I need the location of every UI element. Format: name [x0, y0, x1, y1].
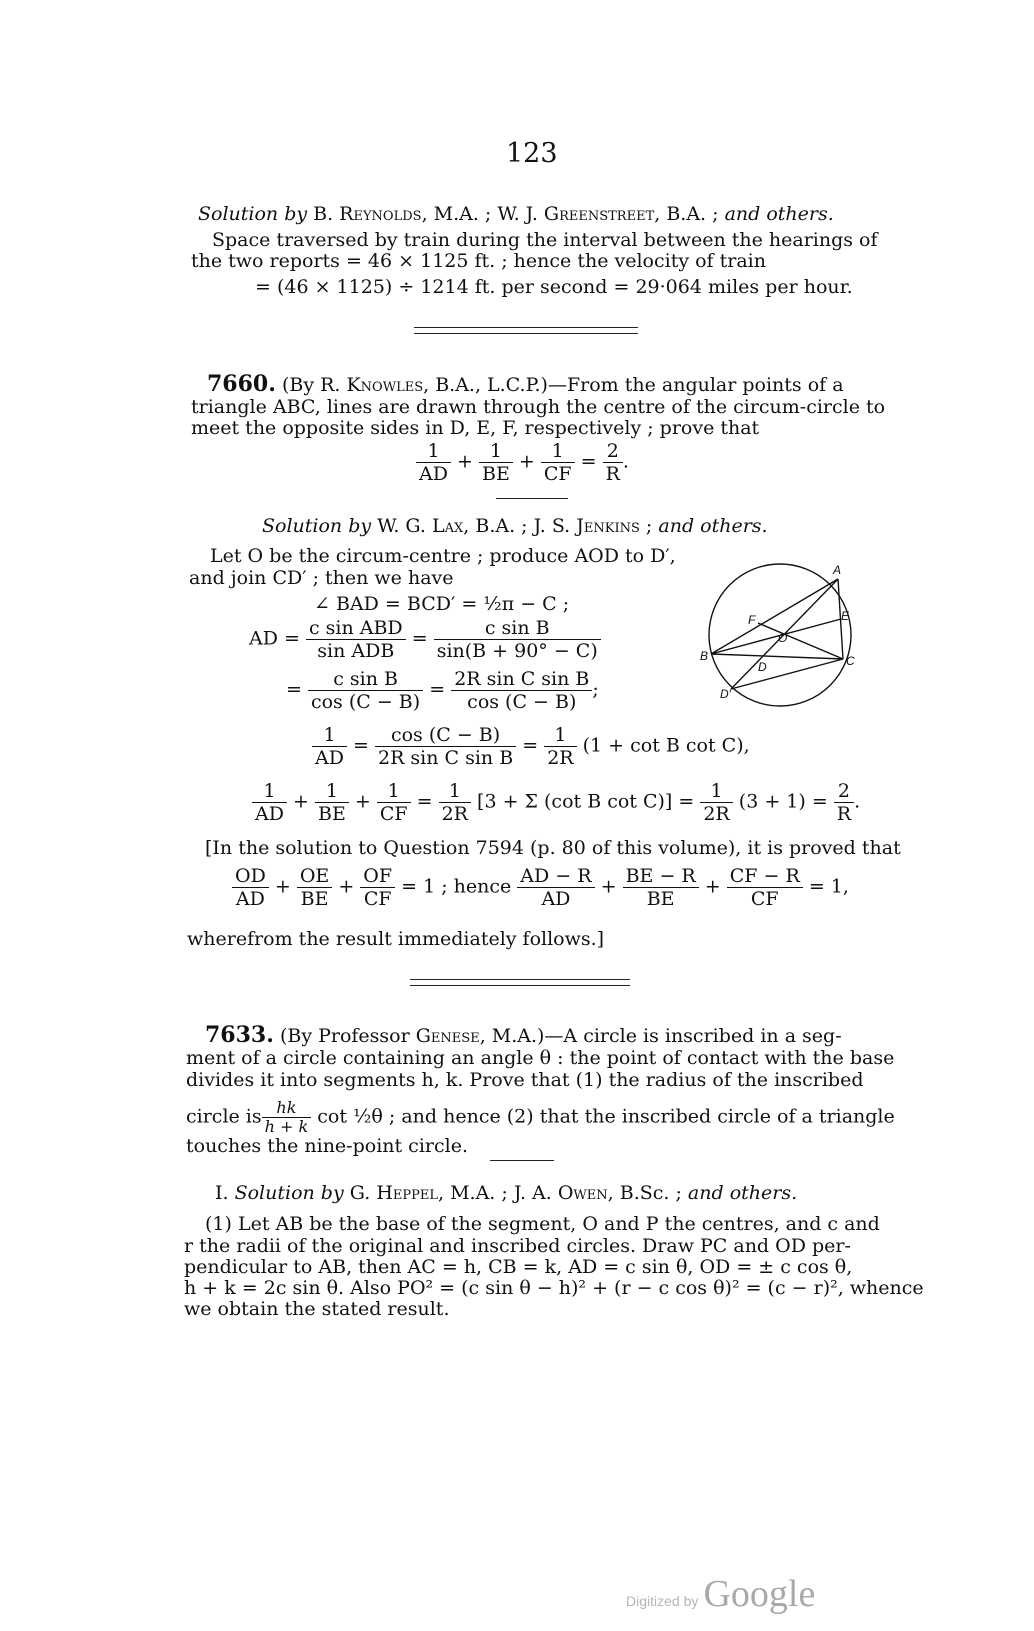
fraction: $\frac{OE}{BE}$ [297, 865, 332, 910]
question-by: (By Professor [279, 1025, 410, 1047]
fraction: $\frac{1}{AD}$ [252, 780, 287, 825]
fraction: $\frac{\text{c sin B}}{\cos (C - B)}$ [308, 668, 423, 713]
author-degree: , B.A. ; [463, 515, 528, 537]
solution-by: Solution by [262, 515, 372, 537]
and-others: and others. [687, 1182, 798, 1204]
text-line: = (46 × 1125) ÷ 1214 ft. per second = 29·064 miles per hour. [255, 276, 853, 298]
short-divider [490, 1160, 554, 1161]
text-line: ment of a circle containing an angle θ : the point of contact with the base [186, 1047, 895, 1069]
side-ab [711, 579, 838, 654]
fraction: $\frac{1}{AD}$ [312, 724, 347, 769]
digitized-label: Digitized by [626, 1593, 699, 1609]
author-degree: , M.A. ; [438, 1182, 508, 1204]
text-line: meet the opposite sides in D, E, F, respectively ; prove that [191, 417, 760, 439]
text-line: r the radii of the original and inscribed circles. Draw PC and OD per- [184, 1235, 851, 1257]
point-label: O [778, 631, 788, 645]
fraction: $\frac{1}{BE}$ [479, 440, 513, 485]
point-label: E [841, 609, 850, 623]
point-label: F [748, 613, 756, 627]
question-text: , M.A.)—A circle is inscribed in a seg- [479, 1025, 842, 1047]
page-number: 123 [506, 138, 558, 169]
fraction: $\frac{2}{R}$ [603, 440, 623, 485]
reciprocal-equation: $\frac{1}{AD}$ = $\frac{\cos (C - B)}{\text{2R sin C sin B}}$ = $\frac{1}{2R}$ (1 + cot B cot C), [312, 724, 750, 769]
angle-equation: ∠ BAD = BCD′ = ½π − C ; [314, 593, 570, 615]
fraction: $\frac{1}{BE}$ [315, 780, 349, 825]
side-bc [711, 654, 843, 659]
digitized-watermark [626, 1572, 815, 1616]
fraction: $\frac{1}{2R}$ [544, 724, 576, 769]
author-name: J. S. Jenkins [533, 515, 640, 537]
fraction: $\frac{1}{CF}$ [541, 440, 575, 485]
text-line: (1) Let AB be the base of the segment, O and P the centres, and c and [205, 1213, 880, 1235]
text-line: h + k = 2c sin θ. Also PO² = (c sin θ − h)² + (r − c cos θ)² = (c − r)², whence [184, 1277, 924, 1299]
fraction: $\frac{2}{R}$ [834, 780, 854, 825]
fraction: $\frac{AD - R}{AD}$ [517, 865, 594, 910]
text-line: triangle ABC, lines are drawn through the centre of the circum-circle to [191, 396, 886, 418]
solution-heading [215, 1182, 797, 1204]
author-degree: , B.Sc. ; [607, 1182, 682, 1204]
fraction: $\frac{1}{2R}$ [439, 780, 471, 825]
ratio-equation: $\frac{OD}{AD}$ + $\frac{OE}{BE}$ + $\frac{OF}{CF}$ = 1 ; hence $\frac{AD - R}{AD}$ + $\frac{BE - R}{BE}$ + $\frac{CF - R}{CF}$ = 1, [232, 865, 849, 910]
author-degree: , B.A. ; [654, 203, 719, 225]
point-label: D′ [720, 687, 731, 701]
text-line: we obtain the stated result. [184, 1298, 450, 1320]
text-fragment: circle is [186, 1105, 262, 1128]
text-line: the two reports = 46 × 1125 ft. ; hence the velocity of train [191, 250, 766, 272]
solution-heading [262, 515, 768, 537]
solution-numeral: I. [215, 1182, 229, 1204]
question-text: , B.A., L.C.P.)—From the angular points of a [423, 374, 844, 396]
author-name: Genese [415, 1025, 480, 1047]
question-by: (By R. [281, 374, 341, 396]
short-divider [496, 498, 568, 499]
text-line: wherefrom the result immediately follows.] [187, 928, 605, 950]
fraction: $\frac{1}{AD}$ [416, 440, 451, 485]
question-header [207, 373, 844, 396]
question-number: 7633. [205, 1022, 274, 1048]
question-number: 7660. [207, 371, 276, 397]
author-name: W. J. Greenstreet [497, 203, 655, 225]
and-others: and others. [724, 203, 834, 225]
point-label: C [846, 654, 855, 668]
fraction: $\frac{\text{c sin B}}{\sin(B + 90^\circ - C)}$ [434, 617, 601, 662]
sum-equation: $\frac{1}{AD}$ + $\frac{1}{BE}$ + $\frac{1}{CF}$ = $\frac{1}{2R}$ [3 + Σ (cot B cot C)] = $\frac{1}{2R}$ (3 + 1) = $\frac{2}{R}$ . [252, 780, 860, 825]
text-line: Let O be the circum-centre ; produce AOD to D′, [210, 545, 676, 567]
line-cd-prime [731, 659, 843, 689]
author-name: Knowles [346, 374, 424, 396]
point-label: A [833, 563, 842, 577]
text-line: touches the nine-point circle. [186, 1135, 468, 1157]
line-cof [758, 623, 843, 659]
fraction: $\frac{OD}{AD}$ [232, 865, 269, 910]
google-logo: Google [703, 1573, 816, 1615]
fraction: $\frac{1}{2R}$ [700, 780, 732, 825]
fraction: $\frac{CF - R}{CF}$ [727, 865, 803, 910]
author-degree: ; [639, 515, 653, 537]
fraction: $\frac{\text{c sin ABD}}{\text{sin ADB}}$ [306, 617, 406, 662]
question-header [205, 1024, 842, 1047]
line-boe [711, 619, 841, 654]
and-others: and others. [658, 515, 768, 537]
solution-by: Solution by [198, 203, 308, 225]
fraction: $\frac{BE - R}{BE}$ [623, 865, 699, 910]
text-line: pendicular to AB, then AC = h, CB = k, AD = c sin θ, OD = ± c cos θ, [184, 1256, 853, 1278]
circumcircle-diagram [690, 552, 880, 712]
text-line: Space traversed by train during the interval between the hearings of [212, 229, 878, 251]
solution-by: Solution by [234, 1182, 344, 1204]
text-line: divides it into segments h, k. Prove that (1) the radius of the inscribed [186, 1069, 864, 1091]
section-divider [410, 985, 630, 986]
fraction: $\frac{\cos (C - B)}{\text{2R sin C sin B}}$ [375, 724, 516, 769]
text-line: [In the solution to Question 7594 (p. 80 of this volume), it is proved that [205, 837, 901, 859]
fraction: $\frac{1}{CF}$ [377, 780, 411, 825]
author-name: G. Heppel [349, 1182, 438, 1204]
section-divider [410, 979, 630, 980]
point-label: B [700, 649, 709, 663]
author-degree: , M.A. ; [421, 203, 492, 225]
ad-equation: AD = $\frac{\text{c sin ABD}}{\text{sin ADB}}$ = $\frac{\text{c sin B}}{\sin(B + 90^\circ - C)}$ [249, 617, 601, 662]
section-divider [414, 333, 638, 334]
author-name: W. G. Lax [377, 515, 464, 537]
author-name: J. A. Owen [513, 1182, 608, 1204]
text-line: and join CD′ ; then we have [189, 567, 454, 589]
fraction: $\frac{hk}{h + k}$ [262, 1099, 312, 1136]
point-label: D [758, 660, 767, 674]
author-name: B. Reynolds [313, 203, 422, 225]
solution-heading [198, 203, 834, 225]
ad-equation-step: = $\frac{\text{c sin B}}{\cos (C - B)}$ = $\frac{\text{2R sin C sin B}}{\cos (C - B)}$ ; [286, 668, 599, 713]
fraction: $\frac{OF}{CF}$ [360, 865, 395, 910]
fraction: $\frac{\text{2R sin C sin B}}{\cos (C - B)}$ [451, 668, 592, 713]
text-line [186, 1099, 895, 1136]
equation-7660: $\frac{1}{AD}$ + $\frac{1}{BE}$ + $\frac{1}{CF}$ = $\frac{2}{R}$ . [416, 440, 629, 485]
text-fragment: cot ½θ ; and hence (2) that the inscribed circle of a triangle [317, 1105, 895, 1128]
section-divider [414, 327, 638, 328]
